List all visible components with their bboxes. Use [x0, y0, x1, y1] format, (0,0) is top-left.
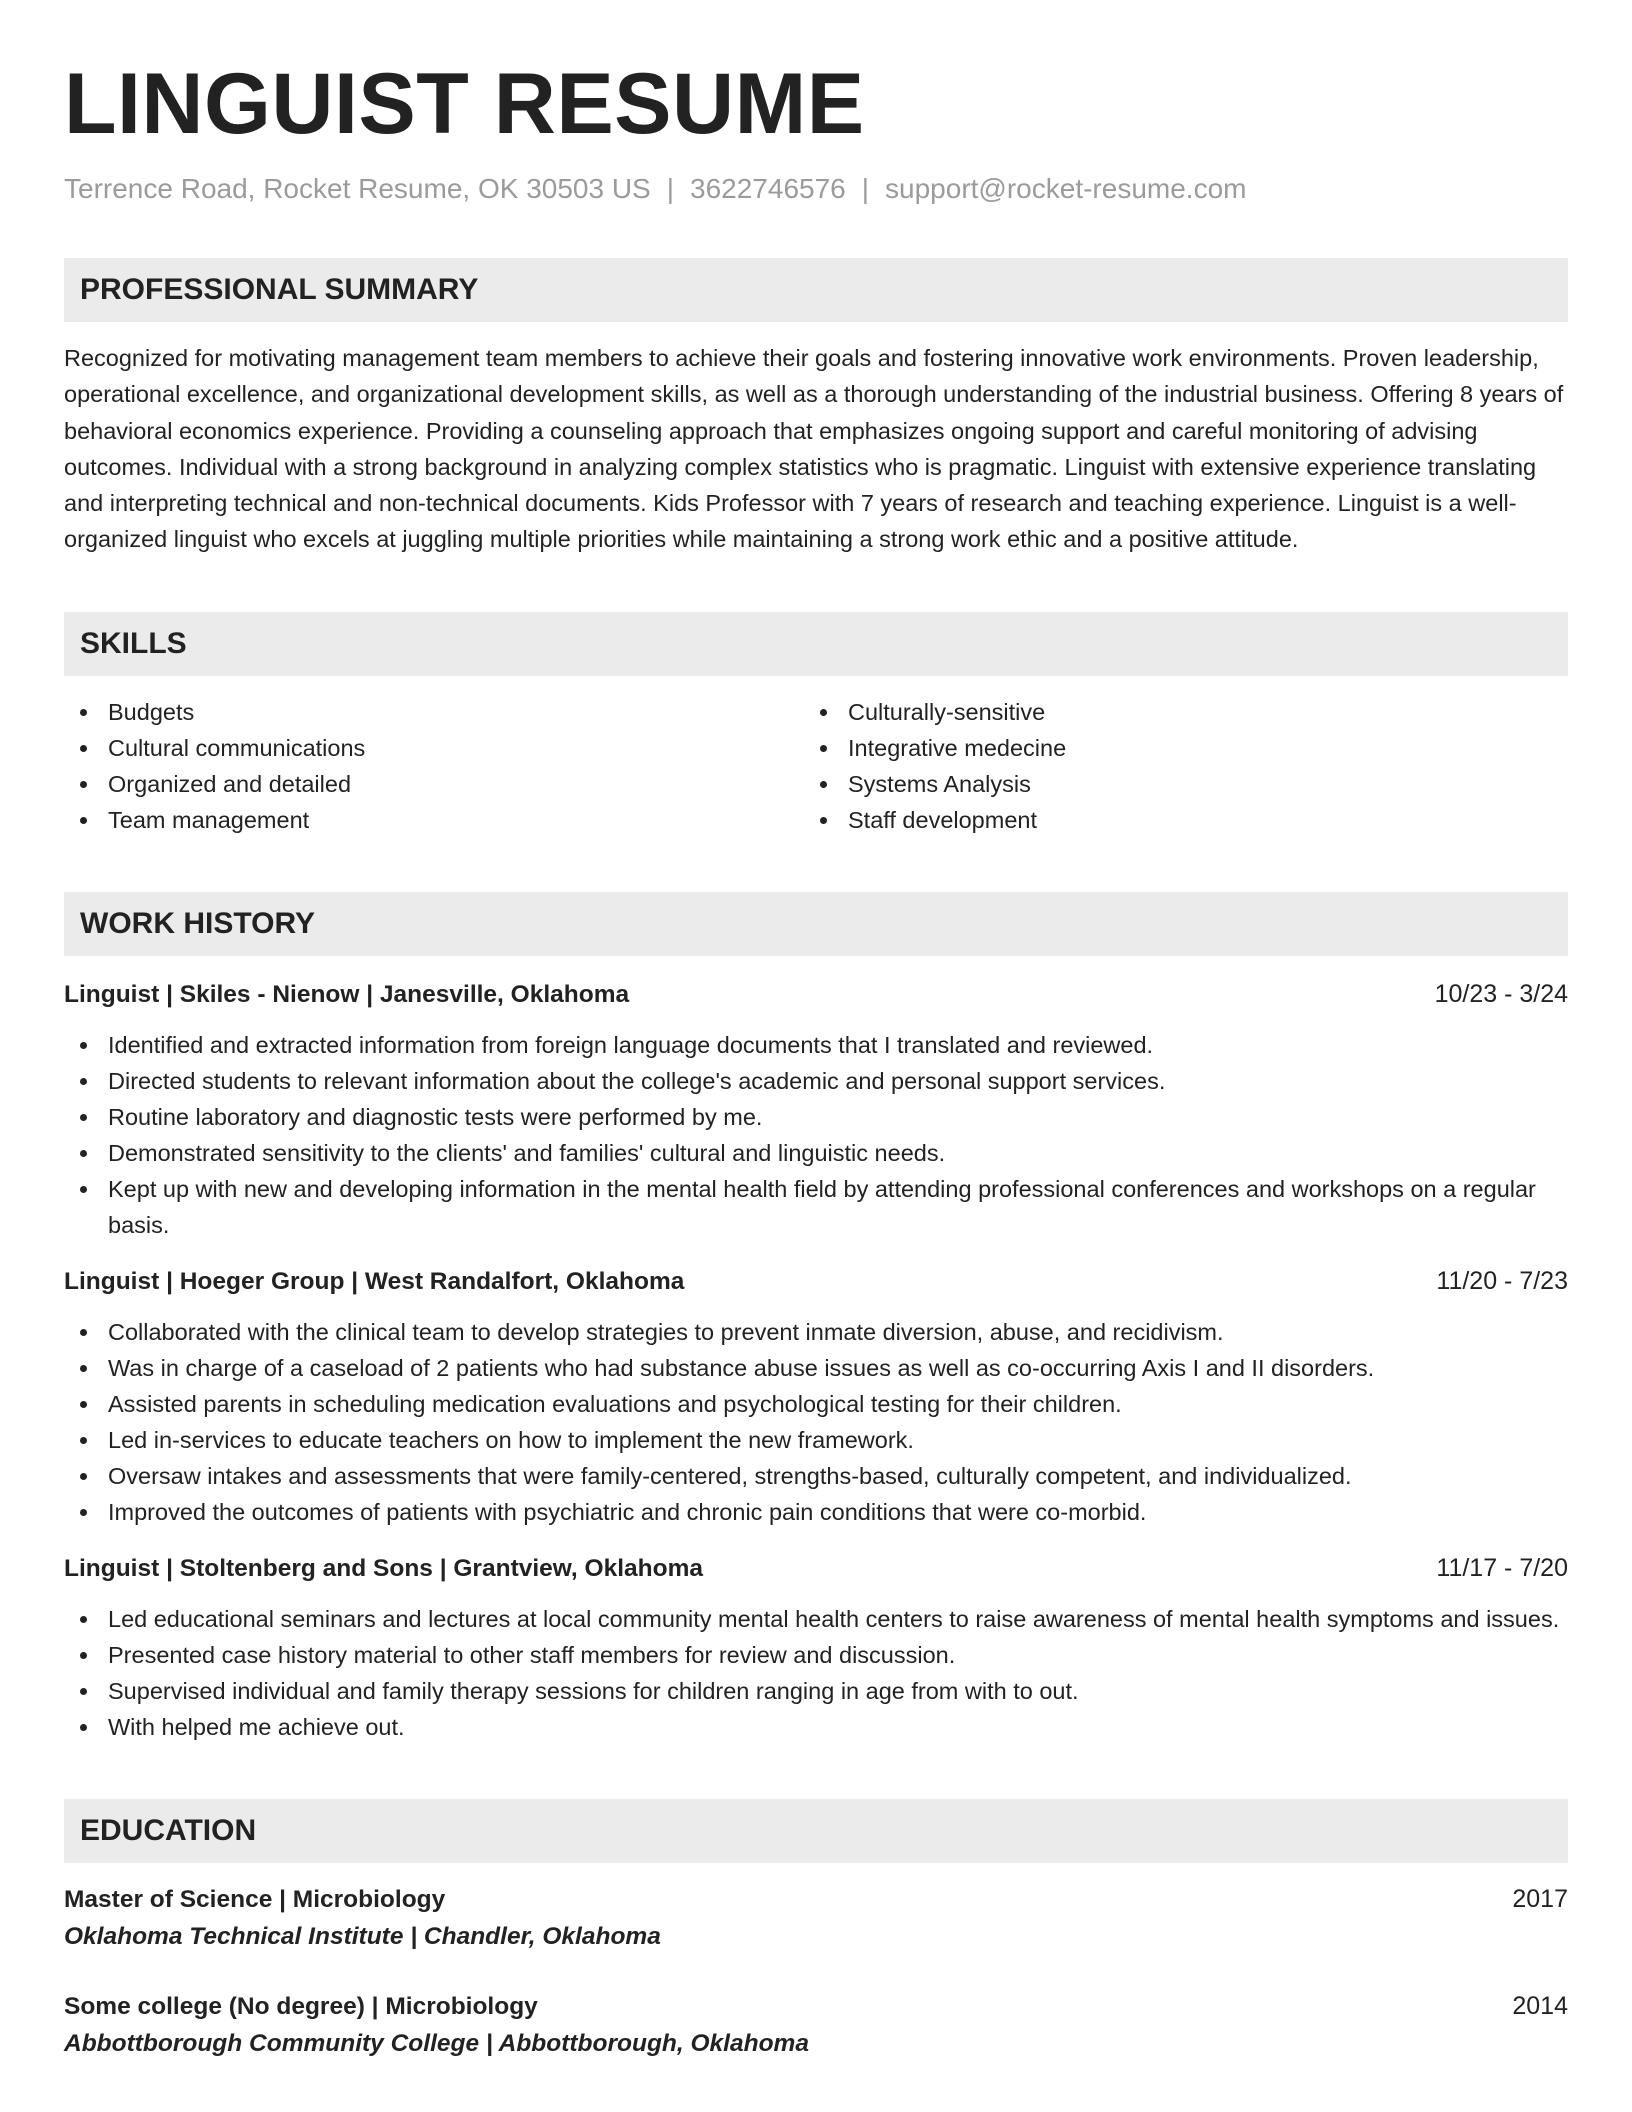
job-title: Linguist | Hoeger Group | West Randalfort, Oklahoma	[64, 1267, 685, 1295]
job-header	[64, 1550, 1568, 1587]
job-entry	[64, 1550, 1568, 1745]
skills-grid	[64, 694, 1568, 838]
contact-address: Terrence Road, Rocket Resume, OK 30503 US	[64, 173, 651, 204]
skill-item: Budgets	[64, 694, 804, 730]
contact-separator: |	[666, 173, 675, 204]
education-degree: Some college (No degree) | Microbiology	[64, 1992, 538, 2020]
job-bullet: Assisted parents in scheduling medication evaluations and psychological testing for their children.	[64, 1386, 1568, 1422]
education-school: Abbottborough Community College | Abbottborough, Oklahoma	[64, 2029, 809, 2057]
education-entry	[64, 1881, 1568, 1956]
skills-column-right	[804, 694, 1544, 838]
contact-line	[64, 172, 1568, 206]
job-dates: 11/17 - 7/20	[1436, 1553, 1568, 1582]
job-bullet: Supervised individual and family therapy sessions for children ranging in age from with to out.	[64, 1673, 1568, 1709]
skill-item: Team management	[64, 802, 804, 838]
skill-item: Staff development	[804, 802, 1544, 838]
job-title: Linguist | Skiles - Nienow | Janesville, Oklahoma	[64, 980, 630, 1008]
education-header	[64, 1881, 1568, 1918]
section-header-summary: PROFESSIONAL SUMMARY	[64, 258, 1568, 322]
job-bullets	[64, 1601, 1568, 1745]
job-dates: 11/20 - 7/23	[1436, 1266, 1568, 1295]
education-entry	[64, 1988, 1568, 2063]
skill-item: Culturally-sensitive	[804, 694, 1544, 730]
contact-email: support@rocket-resume.com	[885, 173, 1247, 204]
resume-title: LINGUIST RESUME	[64, 56, 865, 152]
job-bullet: Presented case history material to other staff members for review and discussion.	[64, 1637, 1568, 1673]
job-bullets	[64, 1314, 1568, 1530]
job-bullet: Oversaw intakes and assessments that were family-centered, strengths-based, culturally competent, and individualized.	[64, 1458, 1568, 1494]
job-bullet: Directed students to relevant information about the college's academic and personal support services.	[64, 1063, 1568, 1099]
education-header	[64, 1988, 1568, 2025]
job-bullets	[64, 1027, 1568, 1243]
job-bullet: Led educational seminars and lectures at local community mental health centers to raise awareness of mental health symptoms and issues.	[64, 1601, 1568, 1637]
education-year: 2017	[1512, 1884, 1568, 1913]
education-degree: Master of Science | Microbiology	[64, 1885, 446, 1913]
job-bullet: Identified and extracted information from foreign language documents that I translated and reviewed.	[64, 1027, 1568, 1063]
job-header	[64, 976, 1568, 1013]
job-entry	[64, 1263, 1568, 1530]
skill-item: Cultural communications	[64, 730, 804, 766]
job-bullet: Collaborated with the clinical team to develop strategies to prevent inmate diversion, abuse, and recidivism.	[64, 1314, 1568, 1350]
professional-summary-text: Recognized for motivating management team members to achieve their goals and fostering innovative work environments. Proven leadership, operational excellence, and organizational development skills, as well as a thorough understanding of the industrial business. Offering 8 years of behavioral economics experience. Providing a counseling approach that emphasizes ongoing support and careful monitoring of advising outcomes. Individual with a strong background in analyzing complex statistics who is pragmatic. Linguist with extensive experience translating and interpreting technical and non-technical documents. Kids Professor with 7 years of research and teaching experience. Linguist is a well-organized linguist who excels at juggling multiple priorities while maintaining a strong work ethic and a positive attitude.	[64, 345, 1564, 553]
job-header	[64, 1263, 1568, 1300]
job-bullet: Kept up with new and developing information in the mental health field by attending professional conferences and workshops on a regular basis.	[64, 1171, 1568, 1243]
job-dates: 10/23 - 3/24	[1434, 979, 1568, 1008]
contact-phone: 3622746576	[690, 173, 846, 204]
job-entry	[64, 976, 1568, 1243]
skills-column-left	[64, 694, 804, 838]
section-header-skills: SKILLS	[64, 612, 1568, 676]
skill-item: Systems Analysis	[804, 766, 1544, 802]
contact-separator: |	[861, 173, 870, 204]
job-title: Linguist | Stoltenberg and Sons | Grantview, Oklahoma	[64, 1554, 703, 1582]
skill-item: Integrative medecine	[804, 730, 1544, 766]
job-bullet: Was in charge of a caseload of 2 patients who had substance abuse issues as well as co-occurring Axis I and II disorders.	[64, 1350, 1568, 1386]
job-bullet: Led in-services to educate teachers on how to implement the new framework.	[64, 1422, 1568, 1458]
job-bullet: Improved the outcomes of patients with psychiatric and chronic pain conditions that were co-morbid.	[64, 1494, 1568, 1530]
skill-item: Organized and detailed	[64, 766, 804, 802]
section-header-education: EDUCATION	[64, 1799, 1568, 1863]
education-school: Oklahoma Technical Institute | Chandler, Oklahoma	[64, 1922, 661, 1950]
education-year: 2014	[1512, 1991, 1568, 2020]
job-bullet: Demonstrated sensitivity to the clients' and families' cultural and linguistic needs.	[64, 1135, 1568, 1171]
job-bullet: With helped me achieve out.	[64, 1709, 1568, 1745]
job-bullet: Routine laboratory and diagnostic tests were performed by me.	[64, 1099, 1568, 1135]
section-header-work-history: WORK HISTORY	[64, 892, 1568, 956]
